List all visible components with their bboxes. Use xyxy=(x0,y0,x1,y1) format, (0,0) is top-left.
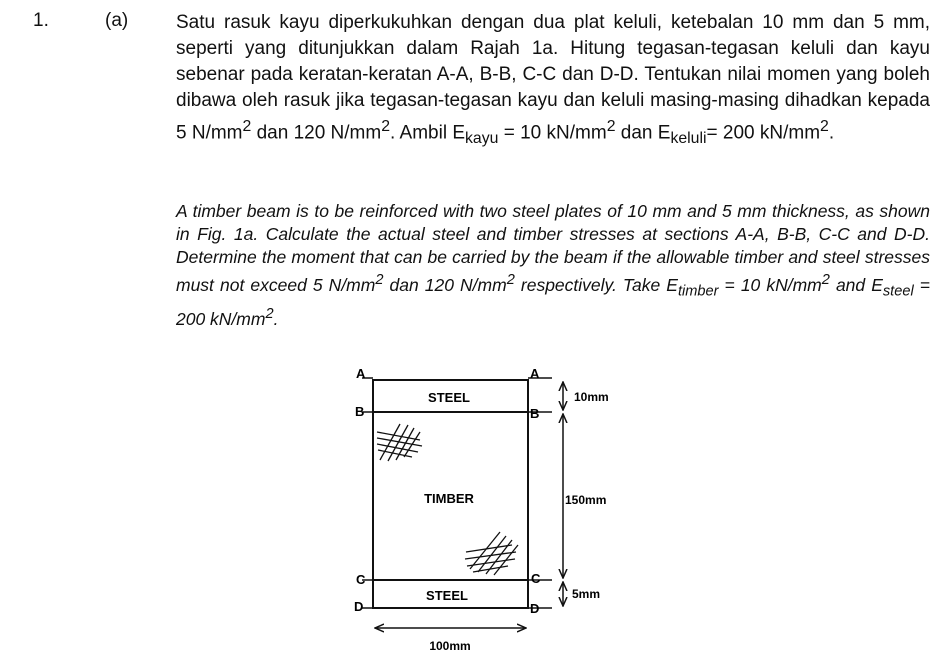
section-label-b-right: B xyxy=(530,406,540,421)
section-label-d-left: D xyxy=(354,599,364,614)
dim-label-timber: 150mm xyxy=(565,493,607,507)
question-part: (a) xyxy=(105,10,129,31)
dim-label-top-plate: 10mm xyxy=(574,390,609,404)
timber-hatch-top xyxy=(377,424,422,461)
dim-label-width: 100mm xyxy=(429,639,471,653)
timber-hatch-bottom xyxy=(465,532,518,575)
question-text-english: A timber beam is to be reinforced with two steel plates of 10 mm and 5 mm thickness, as shown in Fig. 1a. Calculate the actual steel and timber stresses at sections A-A, B-B, C-C and D-D. Determine the moment that can be carried by the beam if the allowable timber and steel stresses must not exceed 5 $N/mm^2$ dan 120 $N/mm^2$ respectively. Take $E_{timber} = 10$ $kN/mm^2$ and $E_{steel} = 200$ $kN/mm^2$. xyxy=(176,201,930,330)
section-label-d-right: D xyxy=(530,601,540,616)
section-label-a-right: A xyxy=(530,366,540,381)
section-label-a-left: A xyxy=(356,366,366,381)
label-steel-bottom: STEEL xyxy=(426,588,468,603)
label-timber: TIMBER xyxy=(424,491,474,506)
question-text-malay: Satu rasuk kayu diperkukuhkan dengan dua plat keluli, ketebalan 10 mm dan 5 mm, seperti yang ditunjukkan dalam Rajah 1a. Hitung tegasan-tegasan keluli dan kayu sebenar pada keratan-keratan A-A, B-B, C-C dan D-D. Tentukan nilai momen yang boleh dibawa oleh rasuk jika tegasan-tegasan kayu dan keluli masing-masing dihadkan kepada 5 $N/mm^2$ dan 120 $N/mm^2$. Ambil $E_{kayu} = 10$ $kN/mm^2$ dan $E_{keluli}= 200$ $kN/mm^2$. xyxy=(176,12,930,148)
label-steel-top: STEEL xyxy=(428,390,470,405)
section-label-b-left: B xyxy=(355,404,365,419)
section-label-c-left: C xyxy=(356,572,366,587)
section-label-c-right: C xyxy=(531,571,541,586)
question-number: 1. xyxy=(33,10,49,31)
dim-label-bottom-plate: 5mm xyxy=(572,587,601,601)
